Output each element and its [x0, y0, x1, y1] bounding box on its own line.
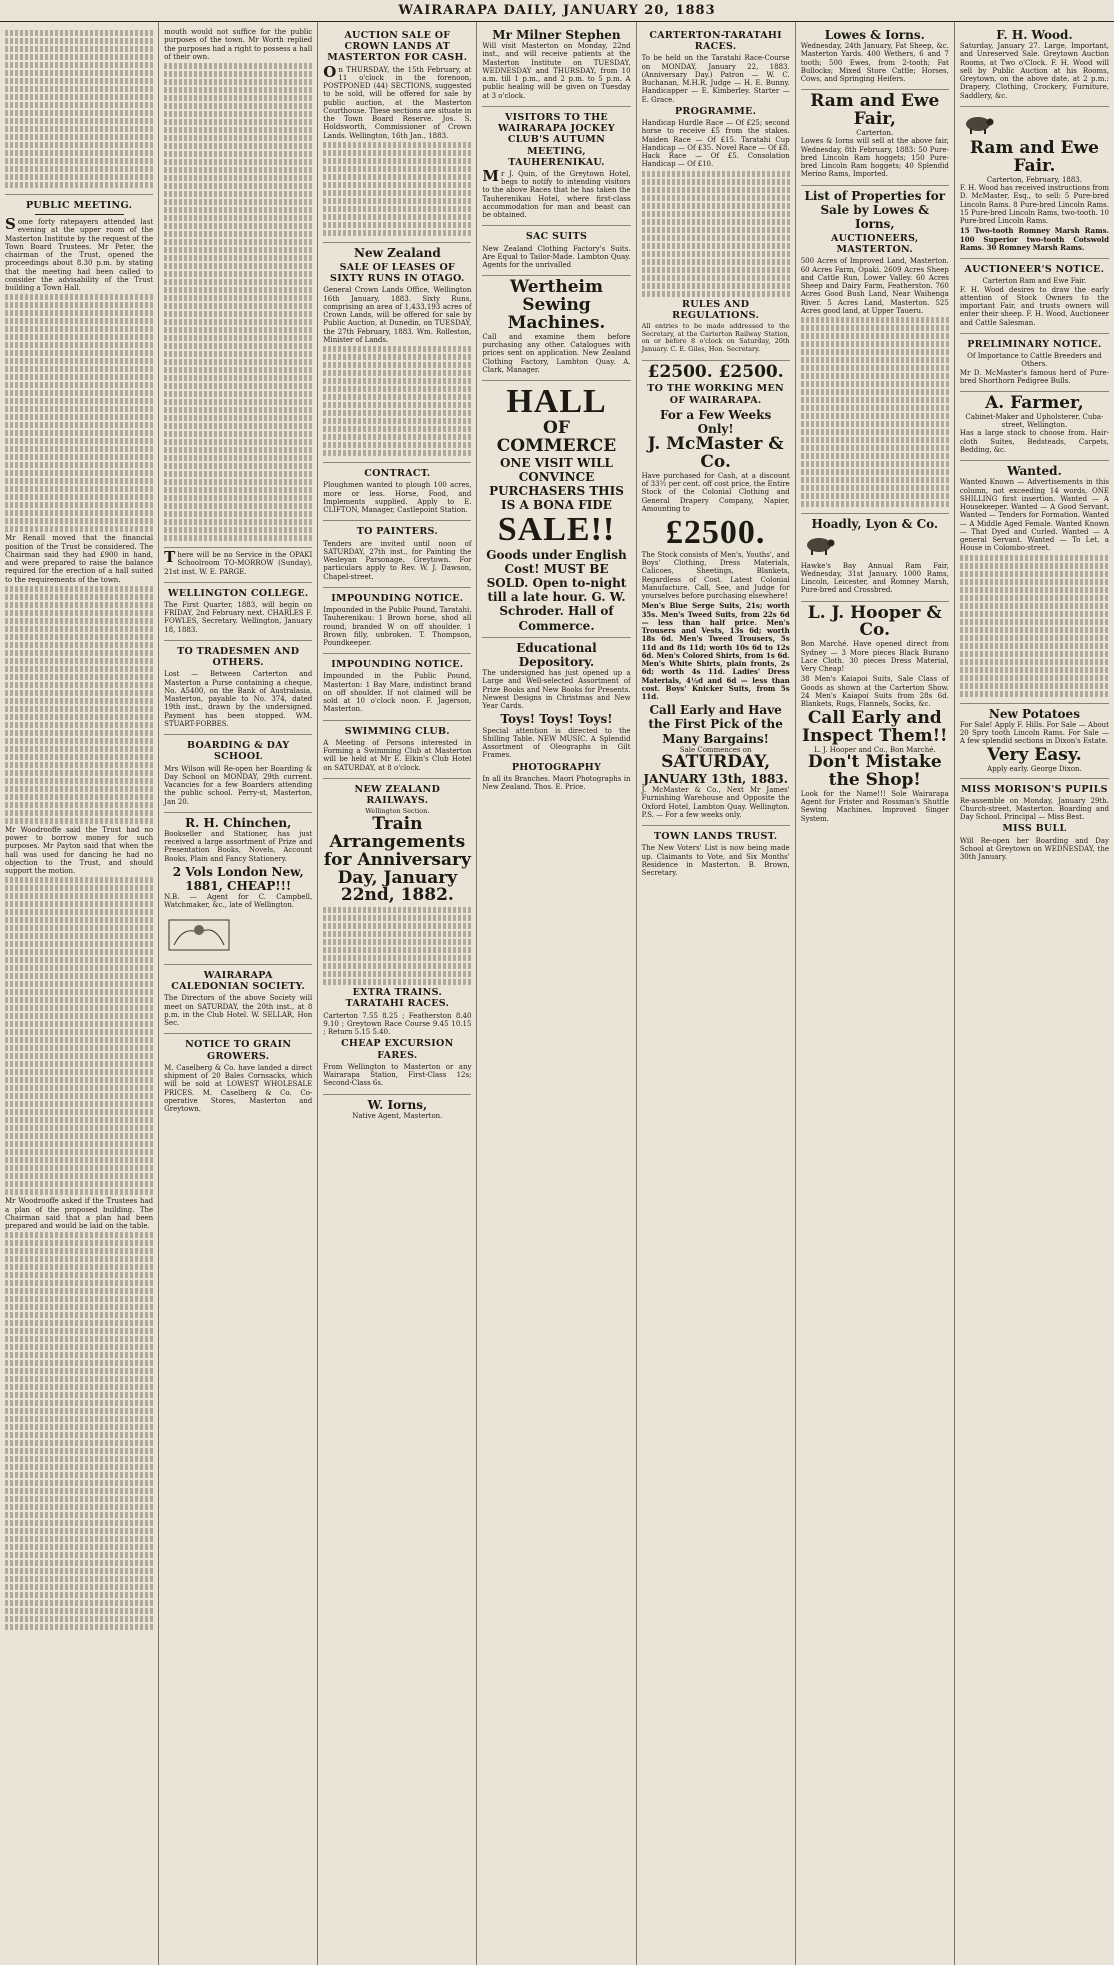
- ad-impound-2: [323, 654, 471, 720]
- ad-body: L. J. Hooper and Co., Bon Marché.: [813, 746, 936, 754]
- ad-title: PROGRAMME.: [674, 105, 757, 117]
- article-body: mouth would not suffice for the public purposes of the town. Mr Worth replied the purposes had a right to possess a hall of their own.: [164, 28, 313, 61]
- ad-wood-ram-fair: [960, 107, 1109, 259]
- ad-fh-wood: [960, 25, 1109, 107]
- ad-title: SAC SUITS: [525, 231, 588, 243]
- ad-body: For Sale! Apply F. Hills. For Sale — About 20 Spry tooth Lincoln Rams. For Sale — A few splendid sections in Dixon's Estate.: [959, 720, 1109, 746]
- ad-headline: £2500. £2500.: [647, 361, 784, 382]
- ad-body: Has a large stock to choose from. Hair-cloth Suites, Bedsteads, Carpets, Bedding, &c.: [959, 429, 1109, 454]
- ad-callout: Don't Mistake the Shop!: [807, 752, 942, 791]
- ad-body: New Zealand Clothing Factory's Suits. Are Equal to Tailor-Made. Lambton Quay. Agents for the unrivalled: [482, 244, 631, 270]
- wanted-body: Wanted Known — Advertisements in this column, not exceeding 14 words, ONE SHILLING first insertion. Wanted — A Housekeeper. Wanted — A Good Servant. Wanted — Tenders for Formation. Wanted — A Middle Aged Female. Wanted Known — That Dyed and Curled. Wanted — A general Servant. Wanted — To Let, a House in Colombo-street.: [959, 478, 1109, 553]
- ad-body: Goods under English Cost! MUST BE SOLD. Open to-night till a late hour. G. W. Schroder. Hall of Commerce.: [486, 547, 627, 633]
- ad-amount: £2500.: [665, 514, 766, 552]
- ad-title: Hoadly, Lyon & Co.: [811, 517, 939, 532]
- ad-title: A. Farmer,: [985, 393, 1084, 413]
- ad-title: W. Iorns,: [367, 1097, 428, 1112]
- ad-title: Toys! Toys! Toys!: [500, 712, 613, 727]
- ad-potatoes: [960, 704, 1109, 779]
- ad-grain: [164, 1034, 312, 1119]
- text-filler: [642, 171, 790, 297]
- engraving-illustration: [164, 915, 234, 955]
- ad-body: Mrs Wilson will Re-open her Boarding & Day School on MONDAY, 29th current. Vacancies for a few Boarders attending the public school. Perry-st, Masterton, Jan 20.: [164, 764, 313, 806]
- ad-price-list: Men's Blue Serge Suits, 21s; worth 35s. Men's Tweed Suits, from 22s 6d — less than half price. Men's Trousers and Vests, 13s 6d; worth 18s 6d. Men's Tweed Trousers, 5s 11d and 8s 11d; worth 10s 6d to 12s 6d. Men's Colored Shirts, from 1s 6d. Men's White Shirts, plain fronts, 2s 6d; worth 4s 11d. Ladies' Dress Materials, 4½d and 6d — less than cost. Boys' Knicker Suits, from 5s 11d.: [641, 601, 790, 702]
- ad-body: The Directors of the above Society will meet on SATURDAY, the 20th inst., at 8 p.m. in the Club Hotel. W. SELLAR, Hon Sec.: [164, 994, 313, 1028]
- column-4: [477, 22, 636, 1965]
- sheep-icon: [801, 534, 837, 556]
- ad-title: PRELIMINARY NOTICE.: [967, 338, 1102, 350]
- text-filler: [5, 586, 153, 824]
- ad-body: F. H. Wood desires to draw the early attention of Stock Owners to the important Fair, and trusts owners will enter their sheep. F. H. Wood, Auctioneer and Cattle Salesman.: [959, 285, 1109, 327]
- ad-properties: [801, 186, 949, 515]
- ad-body: Have purchased for Cash, at a discount of 33½ per cent. off cost price, the Entire Stock of the Colonial Clothing and General Drapery Company, Napier, Amounting to: [641, 471, 790, 513]
- ad-body: Tenders are invited until noon of SATURDAY, 27th inst., for Painting the Wesleyan Parsonage, Greytown. For particulars apply to Rev. W. J. Dawson, Chapel-street.: [323, 539, 472, 581]
- ad-body: Re-assemble on Monday, January 29th. Church-street, Masterton. Boarding and Day School. Principal — Miss Best.: [959, 796, 1109, 822]
- article: [5, 195, 153, 1636]
- ad-subtitle: SALE OF LEASES OF SIXTY RUNS IN OTAGO.: [330, 262, 465, 285]
- wanted-column: [960, 461, 1109, 703]
- ad-headline: Wertheim Sewing Machines.: [507, 277, 606, 334]
- ad-church-notice: [164, 548, 312, 583]
- ad-body: Saturday, January 27. Large, Important, and Unreserved Sale. Greytown Auction Rooms, at Two o'Clock. F. H. Wood will sell by Public Auction at his Rooms, Greytown, on the above date, at 2 p.m.: Drapery, Clothing, Crockery, Furniture, Saddlery, &c.: [959, 42, 1109, 100]
- ad-body: 15 Two-tooth Romney Marsh Rams. 100 Superior two-tooth Cotswold Rams. 30 Romney Marsh Rams.: [959, 226, 1109, 252]
- ad-title: SWIMMING CLUB.: [344, 725, 450, 737]
- ad-body: On THURSDAY, the 15th February, at 11 o'clock in the forenoon, POSTPONED (44) SECTIONS, suggested to be sold, will be offered for sale by public auction, at the Masterton Courthouse. These sections are situate in the Town Board Reserve. Jos. S. Holdsworth, Commissioner of Crown Lands. Wellington, 16th Jan., 1883.: [323, 62, 472, 140]
- ad-title: NOTICE TO GRAIN GROWERS.: [185, 1039, 292, 1062]
- ad-title: AUCTIONEER'S NOTICE.: [964, 264, 1105, 276]
- ad-body: Look for the Name!!! Sole Wairarapa Agent for Frister and Rossman's Shuttle Sewing Machines. Improved Singer System.: [800, 789, 949, 823]
- ad-body: Carterton 7.55 8.25 ; Featherston 8.40 9.10 ; Greytown Race Course 9.45 10.15 ; Return 5.15 5.40.: [323, 1011, 472, 1037]
- ad-title: TOWN LANDS TRUST.: [653, 831, 778, 843]
- ad-body: Bookseller and Stationer, has just received a large assortment of Prize and Presentation Books, Novels, Account Books, Plain and Fancy Stationery.: [164, 829, 313, 863]
- ad-subtitle: Carterton, February, 1883.: [986, 175, 1082, 184]
- ad-title: TO THE WORKING MEN OF WAIRARAPA.: [647, 383, 784, 406]
- ad-title: Ram and Ewe Fair,: [810, 91, 940, 130]
- ad-jockey-club: [482, 107, 630, 227]
- ad-body: Sale Commences on: [679, 745, 752, 754]
- ad-title: New Zealand: [353, 245, 441, 260]
- ad-title: RULES AND REGULATIONS.: [672, 298, 760, 321]
- ad-sac-suits: [482, 226, 630, 276]
- ad-mcmaster: [642, 361, 790, 826]
- ad-body: F. H. Wood has received instructions from D. McMaster, Esq., to sell: 5 Pure-bred Lincoln Rams. 8 Pure-bred Lincoln Rams. 15 Pure-bred Lincoln Rams, two-tooth. 10 Pure-bred Lincoln Rams.: [959, 184, 1109, 226]
- ad-hooper: [801, 602, 949, 829]
- ad-body: Special attention is directed to the Shilling Table. NEW MUSIC. A Splendid Assortment of Oleographs in Gilt Frames.: [482, 726, 631, 760]
- ad-preliminary: [960, 334, 1109, 392]
- divider: [35, 214, 124, 215]
- ad-title: R. H. Chinchen,: [185, 815, 292, 830]
- ad-body: Mr J. Quin, of the Greytown Hotel, begs to notify to intending visitors to the above Races that he has taken the Tauherenikau Hotel, where first-class accommodation for man and beast can be obtained.: [482, 166, 631, 220]
- ad-headline: Train Arrangements for Anniversary Day, January 22nd, 1882.: [323, 814, 471, 906]
- ad-farmer: [960, 392, 1109, 461]
- ad-otago-runs: [323, 243, 471, 463]
- ad-title: New Potatoes: [988, 706, 1080, 721]
- ad-body: All entries to be made addressed to the Secretary, at the Carterton Railway Station, on or before 8 o'clock on Saturday, 20th January. C. E. Giles, Hon. Secretary.: [641, 322, 790, 353]
- ad-body: Lowes & Iorns will sell at the above fair, Wednesday, 8th February, 1883: 50 Pure-bred Lincoln Ram hoggets; 150 Pure-bred Lincoln Ram hoggets; 40 Splendid Merino Rams, Imported.: [800, 137, 949, 179]
- ad-subtitle: Carterton Ram and Ewe Fair.: [982, 277, 1087, 286]
- ad-sale-day: SATURDAY,: [661, 752, 771, 773]
- ad-title: MISS MORISON'S PUPILS: [961, 783, 1108, 795]
- ad-headline: HALL: [506, 383, 607, 421]
- ad-headline-sale: SALE!!: [497, 511, 616, 549]
- wanted-title: Wanted.: [1007, 464, 1062, 479]
- newspaper-page: [0, 22, 1114, 1965]
- ad-title: Ram and Ewe Fair.: [969, 138, 1099, 176]
- ad-body: J. McMaster & Co., Next Mr James' Furnishing Warehouse and Opposite the Oxford Hotel, Lambton Quay. Wellington. P.S. — For a few weeks only.: [641, 786, 790, 819]
- ad-body: The First Quarter, 1883, will begin on FRIDAY, 2nd February next. CHARLES F. FOWLES, Secretary. Wellington, January 18, 1883.: [164, 600, 313, 634]
- article-body: Mr Woodrooffe asked if the Trustees had a plan of the proposed building. The Chairman said that a plan had been prepared and would be laid on the table.: [5, 1197, 154, 1231]
- ad-firm: J. McMaster & Co.: [647, 434, 784, 473]
- article-title: PUBLIC MEETING.: [25, 200, 133, 211]
- ad-body: Impounded in the Public Pound, Masterton: 1 Bay Mare, indistinct brand on off shoulder. If not claimed will be sold at 10 o'clock noon. F. Jagerson, Masterton.: [323, 672, 472, 714]
- ad-hall-of-commerce: [482, 381, 630, 638]
- ad-title: CARTERTON-TARATAHI RACES.: [649, 30, 782, 53]
- ad-railways: [323, 779, 471, 1095]
- ad-title: WAIRARAPA CALEDONIAN SOCIETY.: [171, 969, 306, 993]
- timetable-filler: [323, 907, 471, 985]
- ad-callout: Call Early and Inspect Them!!: [802, 708, 948, 747]
- ad-body: Ploughmen wanted to plough 100 acres, more or less. Horse, Food, and Implements supplied. Apply to E. CLIFTON, Manager, Castlepoint Station.: [323, 481, 472, 515]
- ad-hoadly: [801, 514, 949, 601]
- article-body: Mr Woodrooffe said the Trust had no power to borrow money for such purposes. Mr Payton said that when the hall was used for dancing he had no objection to the Trust, and should support the motion.: [5, 825, 154, 876]
- ad-chinchen: [164, 813, 312, 965]
- ad-body: To be held on the Taratahi Race-Course on MONDAY, January 22, 1883. (Anniversary Day.) Patron — W. C. Buchanan, M.H.R. Judge — H. E. Bunny. Handicapper — E. Kimberley. Starter — E. Grace.: [641, 54, 790, 104]
- ad-sale-date: JANUARY 13th, 1883.: [643, 771, 788, 786]
- ad-title: IMPOUNDING NOTICE.: [331, 659, 464, 671]
- article-continued: [164, 25, 312, 548]
- ad-iorns: [323, 1095, 471, 1124]
- ad-auctioneer: [960, 259, 1109, 334]
- ad-subtitle: Cabinet-Maker and Upholsterer, Cuba-street, Wellington.: [965, 412, 1104, 430]
- ad-schools: [960, 779, 1109, 868]
- column-5: [637, 22, 796, 1965]
- sheep-icon: [960, 113, 996, 135]
- ad-body: From Wellington to Masterton or any Wairarapa Station, First-Class 12s; Second-Class 6s.: [323, 1062, 472, 1088]
- ad-body: General Crown Lands Office, Wellington 16th January, 1883. Sixty Runs, comprising an area of 1,433,193 acres of Crown Lands, will be offered for sale by Public Auction, at Dunedin, on TUESDAY, the 27th February, 1883. Wm. Rolleston, Minister of Lands.: [323, 286, 472, 344]
- text-filler: [5, 294, 153, 532]
- ad-crown-lands: [323, 25, 471, 243]
- ad-callout: Call Early and Have the First Pick of the Many Bargains!: [648, 703, 783, 746]
- ad-title: Lowes & Iorns.: [824, 28, 925, 42]
- column-7: [955, 22, 1114, 1965]
- ad-title: IMPOUNDING NOTICE.: [331, 592, 464, 604]
- ad-body: Call and examine them before purchasing any other. Catalogues with prices sent on application. New Zealand Clothing Factory, Lambton Quay. A. Clark, Manager.: [482, 332, 631, 374]
- ad-body: There will be no Service in the OPAKI Schoolroom TO-MORROW (Sunday), 21st inst. W. E. PARGE.: [164, 548, 313, 576]
- ad-headline: Very Easy.: [987, 745, 1082, 766]
- ad-title: L. J. Hooper & Co.: [807, 602, 942, 641]
- ad-swimming-club: [323, 721, 471, 779]
- article-body: Mr Renall moved that the financial position of the Trust be considered. The Chairman said they had £900 in hand, and were prepared to raise the balance required for the erection of a hall suited to the requirements of the town.: [5, 534, 154, 584]
- ad-body: N.B. — Agent for C. Campbell, Watchmaker, &c., late of Wellington.: [164, 893, 313, 910]
- ad-subtitle: Of Importance to Cattle Breeders and Others.: [967, 352, 1102, 369]
- ad-races: [642, 25, 790, 361]
- ad-wertheim: [482, 276, 630, 381]
- text-filler: [5, 30, 153, 188]
- article-body: Some forty ratepayers attended last evening at the upper room of the Masterton Institute by the request of the Town Board Trustees. Mr Peter, the chairman of the Trust, opened the proceedings about 8.30 p.m. by stating that the meeting had been called to consider the advisability of the Trust building a Town Hall.: [5, 215, 154, 293]
- ad-body: For a Few Weeks Only!: [660, 407, 772, 437]
- ad-body: Hawke's Bay Annual Ram Fair, Wednesday, 31st January. 1000 Rams, Lincoln, Leicester, and Romney Marsh, Pure-bred and Crossbred.: [800, 561, 949, 595]
- ad-subtitle: Wellington Section.: [365, 807, 430, 816]
- ad-body: Mr D. McMaster's famous herd of Pure-bred Shorthorn Pedigree Bulls.: [959, 368, 1109, 385]
- ad-title: CHEAP EXCURSION FARES.: [341, 1038, 454, 1061]
- ad-school: [164, 735, 312, 813]
- column-2: [159, 22, 318, 1965]
- ad-body: Lost — Between Carterton and Masterton a Purse containing a cheque, No. A5400, on the Bank of Australasia, Masterton, payable to No. 374, dated 19th inst., drawn by the undersigned. Payment has been stopped. WM. STUART-FORBES.: [164, 670, 313, 728]
- text-filler: [323, 142, 471, 236]
- ad-body: A Meeting of Persons interested in Forming a Swimming Club at Masterton will be held at Mr E. Elkin's Club Hotel on SATURDAY, at 8 o'clock.: [323, 738, 472, 772]
- ad-wellington-college: [164, 583, 312, 641]
- ad-contract: [323, 463, 471, 521]
- ad-title: WELLINGTON COLLEGE.: [167, 587, 309, 599]
- column-6: [796, 22, 955, 1965]
- ad-title: List of Properties for Sale by Lowes & Iorns,: [804, 188, 946, 231]
- text-filler: [164, 63, 312, 541]
- text-filler: [960, 555, 1109, 697]
- ad-body: Handicap Hurdle Race — Of £25; second horse to receive £5 from the stakes. Maiden Race — Of £15. Taratahi Cup Handicap — Of £35. Novel Race — Of £8. Hack Race — Of £5. Consolation Handicap — Of £10.: [641, 119, 790, 169]
- ad-subtitle: AUCTIONEERS, MASTERTON.: [831, 233, 919, 256]
- text-filler: [801, 317, 949, 507]
- ad-title: Mr Milner Stephen: [492, 28, 621, 42]
- article-intro: [5, 25, 153, 195]
- ad-body: Will visit Masterton on Monday, 22nd inst., and will receive patients at the Masterton Institute on TUESDAY, WEDNESDAY and THURSDAY, from 10 a.m. till 1 p.m., and 2 p.m. to 5 p.m. A public healing will be given on Tuesday at 3 o'clock.: [482, 42, 631, 100]
- ad-body: Bon Marché. Have opened direct from Sydney — 3 More pieces Black Burano Lace Cloth. 30 pieces Dress Material, Very Cheap!: [800, 640, 949, 674]
- ad-title: Educational Depository.: [516, 640, 597, 669]
- ad-caledonian: [164, 965, 312, 1034]
- ad-ram-ewe-fair: [801, 90, 949, 185]
- masthead: WAIRARAPA DAILY, JANUARY 20, 1883: [0, 0, 1114, 22]
- ad-lowes-iorns: [801, 25, 949, 90]
- ad-title: NEW ZEALAND RAILWAYS.: [354, 783, 441, 807]
- ad-body: Will Re-open her Boarding and Day School at Greytown on WEDNESDAY, the 30th January.: [959, 836, 1109, 862]
- ad-town-lands: [642, 826, 790, 883]
- ad-body: Wednesday, 24th January, Fat Sheep, &c. Masterton Yards. 400 Wethers, 6 and 7 tooth; 500 Ewes, from 2-tooth; Fat Bullocks; Mixed Store Cattle; Horses, Cows, and Springing Heifers.: [800, 42, 949, 84]
- ad-lost-purse: [164, 641, 312, 735]
- ad-educational: [482, 638, 630, 797]
- ad-body: M. Caselberg & Co. have landed a direct shipment of 20 Bales Cornsacks, which will be sold at LOWEST WHOLESALE PRICES. M. Caselberg & Co. Co-operative Stores, Masterton and Greytown.: [164, 1063, 313, 1114]
- ad-body: The undersigned has just opened up a Large and Well-selected Assortment of Prize Books and New Books for Presents. Newest Designs in Christmas and New Year Cards.: [482, 669, 631, 711]
- text-filler: [323, 346, 471, 456]
- ad-headline: 2 Vols London New, 1881, CHEAP!!!: [172, 864, 304, 894]
- ad-body: Impounded in the Public Pound, Taratahi, Tauherenikau: 1 Brown horse, shod all round, branded W on off shoulder. 1 Brown filly, unbroken. T. Thompson, Poundkeeper.: [323, 606, 472, 648]
- ad-subtitle: Carterton.: [856, 129, 894, 138]
- text-filler: [5, 1232, 153, 1630]
- ad-title: EXTRA TRAINS. TARATAHI RACES.: [345, 987, 450, 1010]
- ad-body: The New Voters' List is now being made up. Claimants to Vote, and Six Months' Residence in Masterton. B. Brown, Secretary.: [641, 844, 790, 877]
- ad-title: VISITORS TO THE WAIRARAPA JOCKEY CLUB'S AUTUMN MEETING, TAUHERENIKAU.: [498, 111, 615, 168]
- column-3: [318, 22, 477, 1965]
- ad-impound-1: [323, 588, 471, 654]
- ad-title: MISS BULL: [1002, 823, 1067, 835]
- ad-tagline: ONE VISIT WILL CONVINCE PURCHASERS THIS IS A BONA FIDE: [489, 455, 624, 512]
- ad-milner-stephen: [482, 25, 630, 107]
- text-filler: [5, 877, 153, 1195]
- ad-title: TO PAINTERS.: [356, 526, 438, 538]
- ad-painters: [323, 521, 471, 587]
- ad-title: CONTRACT.: [364, 468, 431, 480]
- ad-body: Native Agent, Masterton.: [352, 1111, 443, 1120]
- column-1: [0, 22, 159, 1965]
- ad-subheadline: OF COMMERCE: [496, 417, 617, 456]
- ad-title: PHOTOGRAPHY: [511, 761, 602, 773]
- ad-body: Apply early. George Dixon.: [987, 765, 1082, 774]
- ad-title: AUCTION SALE OF CROWN LANDS AT MASTERTON FOR CASH.: [327, 30, 468, 64]
- ad-body: The Stock consists of Men's, Youths', and Boys' Clothing, Dress Materials, Calicoes, Sheetings, Blankets, Regardless of Cost. Latest Colonial Manufacture. Call, See, and Judge for yourselves before purchasing elsewhere!: [641, 550, 790, 601]
- ad-body: 500 Acres of Improved Land, Masterton. 60 Acres Farm, Opaki. 2609 Acres Sheep and Cattle Run, Lower Valley. 60 Acres Sheep and Dairy Farm, Featherston. 760 Acres Good Bush Land, Near Waihenga River. 5 Acres Land, Masterton. 525 Acres good land, at Upper Taueru.: [800, 257, 949, 315]
- ad-title: TO TRADESMEN AND OTHERS.: [177, 645, 300, 669]
- ad-body: In all its Branches. Maori Photographs in New Zealand. Thos. E. Price.: [482, 774, 631, 791]
- ad-title: F. H. Wood.: [996, 28, 1073, 42]
- ad-title: BOARDING & DAY SCHOOL: [186, 740, 290, 763]
- ad-body: 38 Men's Kaiapoi Suits, Sale Class of Goods as shown at the Carterton Show. 24 Men's Kaiapoi Suits from 28s 6d. Blankets, Rugs, Flannels, Socks, &c.: [800, 675, 949, 709]
